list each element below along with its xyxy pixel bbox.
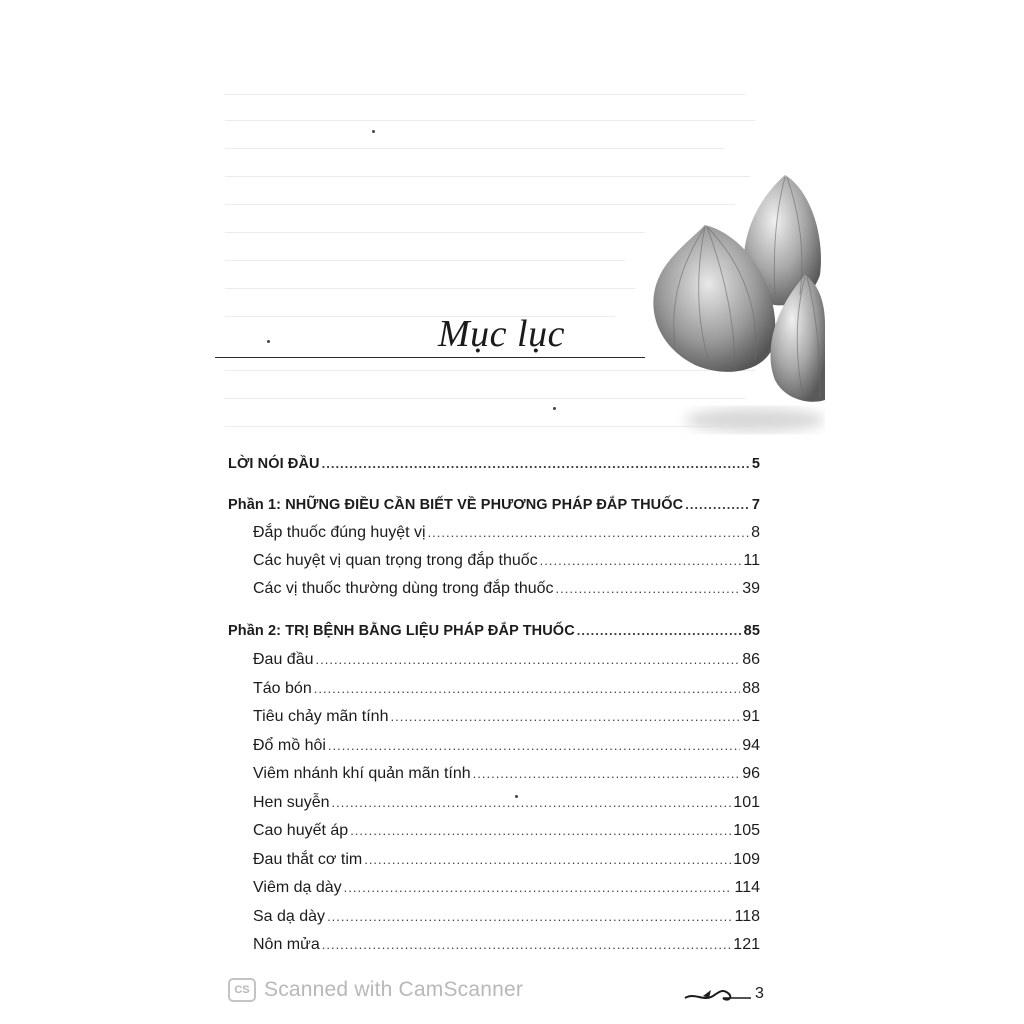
- toc-page-number: 96: [742, 765, 760, 782]
- dot-leader: [577, 623, 742, 638]
- toc-entry-label: Hen suyễn: [253, 794, 330, 811]
- toc-entry-label: Các huyệt vị quan trọng trong đắp thuốc: [253, 552, 538, 569]
- toc-entry: [253, 851, 760, 869]
- dot-leader: [344, 880, 733, 895]
- dot-leader: [390, 709, 740, 724]
- dot-leader: [685, 497, 750, 512]
- toc-page-number: 105: [733, 822, 760, 839]
- toc-page-number: 94: [742, 737, 760, 754]
- toc-entry-label: Đau thắt cơ tim: [253, 851, 363, 868]
- speck: [553, 407, 556, 410]
- scanner-text: Scanned with CamScanner: [264, 978, 524, 1001]
- dot-leader: [556, 581, 741, 596]
- toc-entry: [253, 580, 760, 598]
- toc-entry: [253, 680, 760, 698]
- toc-section-label: Phần 2: TRỊ BỆNH BẰNG LIỆU PHÁP ĐẮP THUỐC: [228, 623, 575, 639]
- dot-leader: [540, 553, 742, 568]
- toc-section-label: LỜI NÓI ĐẦU: [228, 456, 320, 472]
- toc-page-number: 39: [742, 580, 760, 597]
- dot-leader: [428, 525, 750, 540]
- toc-entry: [253, 908, 760, 926]
- dot-leader: [316, 652, 741, 667]
- toc-entry-label: Nôn mửa: [253, 936, 320, 953]
- toc-entry-label: Viêm nhánh khí quản mãn tính: [253, 765, 471, 782]
- toc-page-number: 8: [751, 524, 760, 541]
- title-underline: [215, 357, 645, 358]
- page-title: Mục lục: [438, 313, 565, 355]
- toc-page-number: 86: [742, 651, 760, 668]
- dot-leader: [332, 795, 732, 810]
- page-number: 3: [755, 985, 764, 1002]
- toc-entry-label: Sa dạ dày: [253, 908, 326, 925]
- dot-leader: [322, 937, 732, 952]
- camscanner-logo-icon: CS: [228, 978, 256, 1002]
- toc-entry-label: Cao huyết áp: [253, 822, 349, 839]
- toc-page-number: 91: [742, 708, 760, 725]
- toc-page-number: 85: [743, 623, 760, 639]
- toc-entry: [253, 936, 760, 954]
- toc-page-number: 88: [742, 680, 760, 697]
- dot-leader: [328, 738, 740, 753]
- dot-leader: [322, 456, 750, 471]
- toc-section: [228, 623, 760, 639]
- toc-entry-label: Đổ mồ hôi: [253, 737, 326, 754]
- toc-section: [228, 497, 760, 513]
- dot-leader: [473, 766, 741, 781]
- toc-entry: [253, 879, 760, 897]
- toc-entry: [253, 524, 760, 542]
- toc-section-label: Phần 1: NHỮNG ĐIỀU CẦN BIẾT VỀ PHƯƠNG PHÁP ĐẮP THUỐC: [228, 497, 684, 513]
- toc-entry-label: Táo bón: [253, 680, 312, 697]
- speck: [267, 340, 270, 343]
- toc-entry: [253, 552, 760, 570]
- scanner-watermark: [228, 978, 523, 1002]
- swirl-ornament-icon: [683, 984, 753, 1006]
- toc-page-number: 101: [733, 794, 760, 811]
- toc-section: [228, 456, 760, 472]
- dot-leader: [350, 823, 731, 838]
- toc-entry: [253, 822, 760, 840]
- toc-entry-label: Viêm dạ dày: [253, 879, 342, 896]
- toc-page-number: 11: [743, 552, 760, 569]
- dot-leader: [364, 852, 731, 867]
- toc-entry: [253, 737, 760, 755]
- toc-page-number: 114: [734, 879, 760, 896]
- dot-leader: [327, 909, 732, 924]
- toc-entry-label: Đau đầu: [253, 651, 314, 668]
- toc-entry-label: Đắp thuốc đúng huyệt vị: [253, 524, 426, 541]
- toc-entry: [253, 765, 760, 783]
- garlic-illustration: [635, 165, 825, 445]
- toc-entry: [253, 708, 760, 726]
- toc-page-number: 109: [733, 851, 760, 868]
- toc-entry: [253, 794, 760, 812]
- toc-entry-label: Tiêu chảy mãn tính: [253, 708, 389, 725]
- toc-entry: [253, 651, 760, 669]
- toc-page-number: 121: [733, 936, 760, 953]
- toc-page-number: 5: [751, 456, 760, 472]
- speck: [372, 130, 375, 133]
- toc-page-number: 118: [734, 908, 760, 925]
- toc-page-number: 7: [751, 497, 760, 513]
- toc-entry-label: Các vị thuốc thường dùng trong đắp thuốc: [253, 580, 554, 597]
- dot-leader: [314, 681, 740, 696]
